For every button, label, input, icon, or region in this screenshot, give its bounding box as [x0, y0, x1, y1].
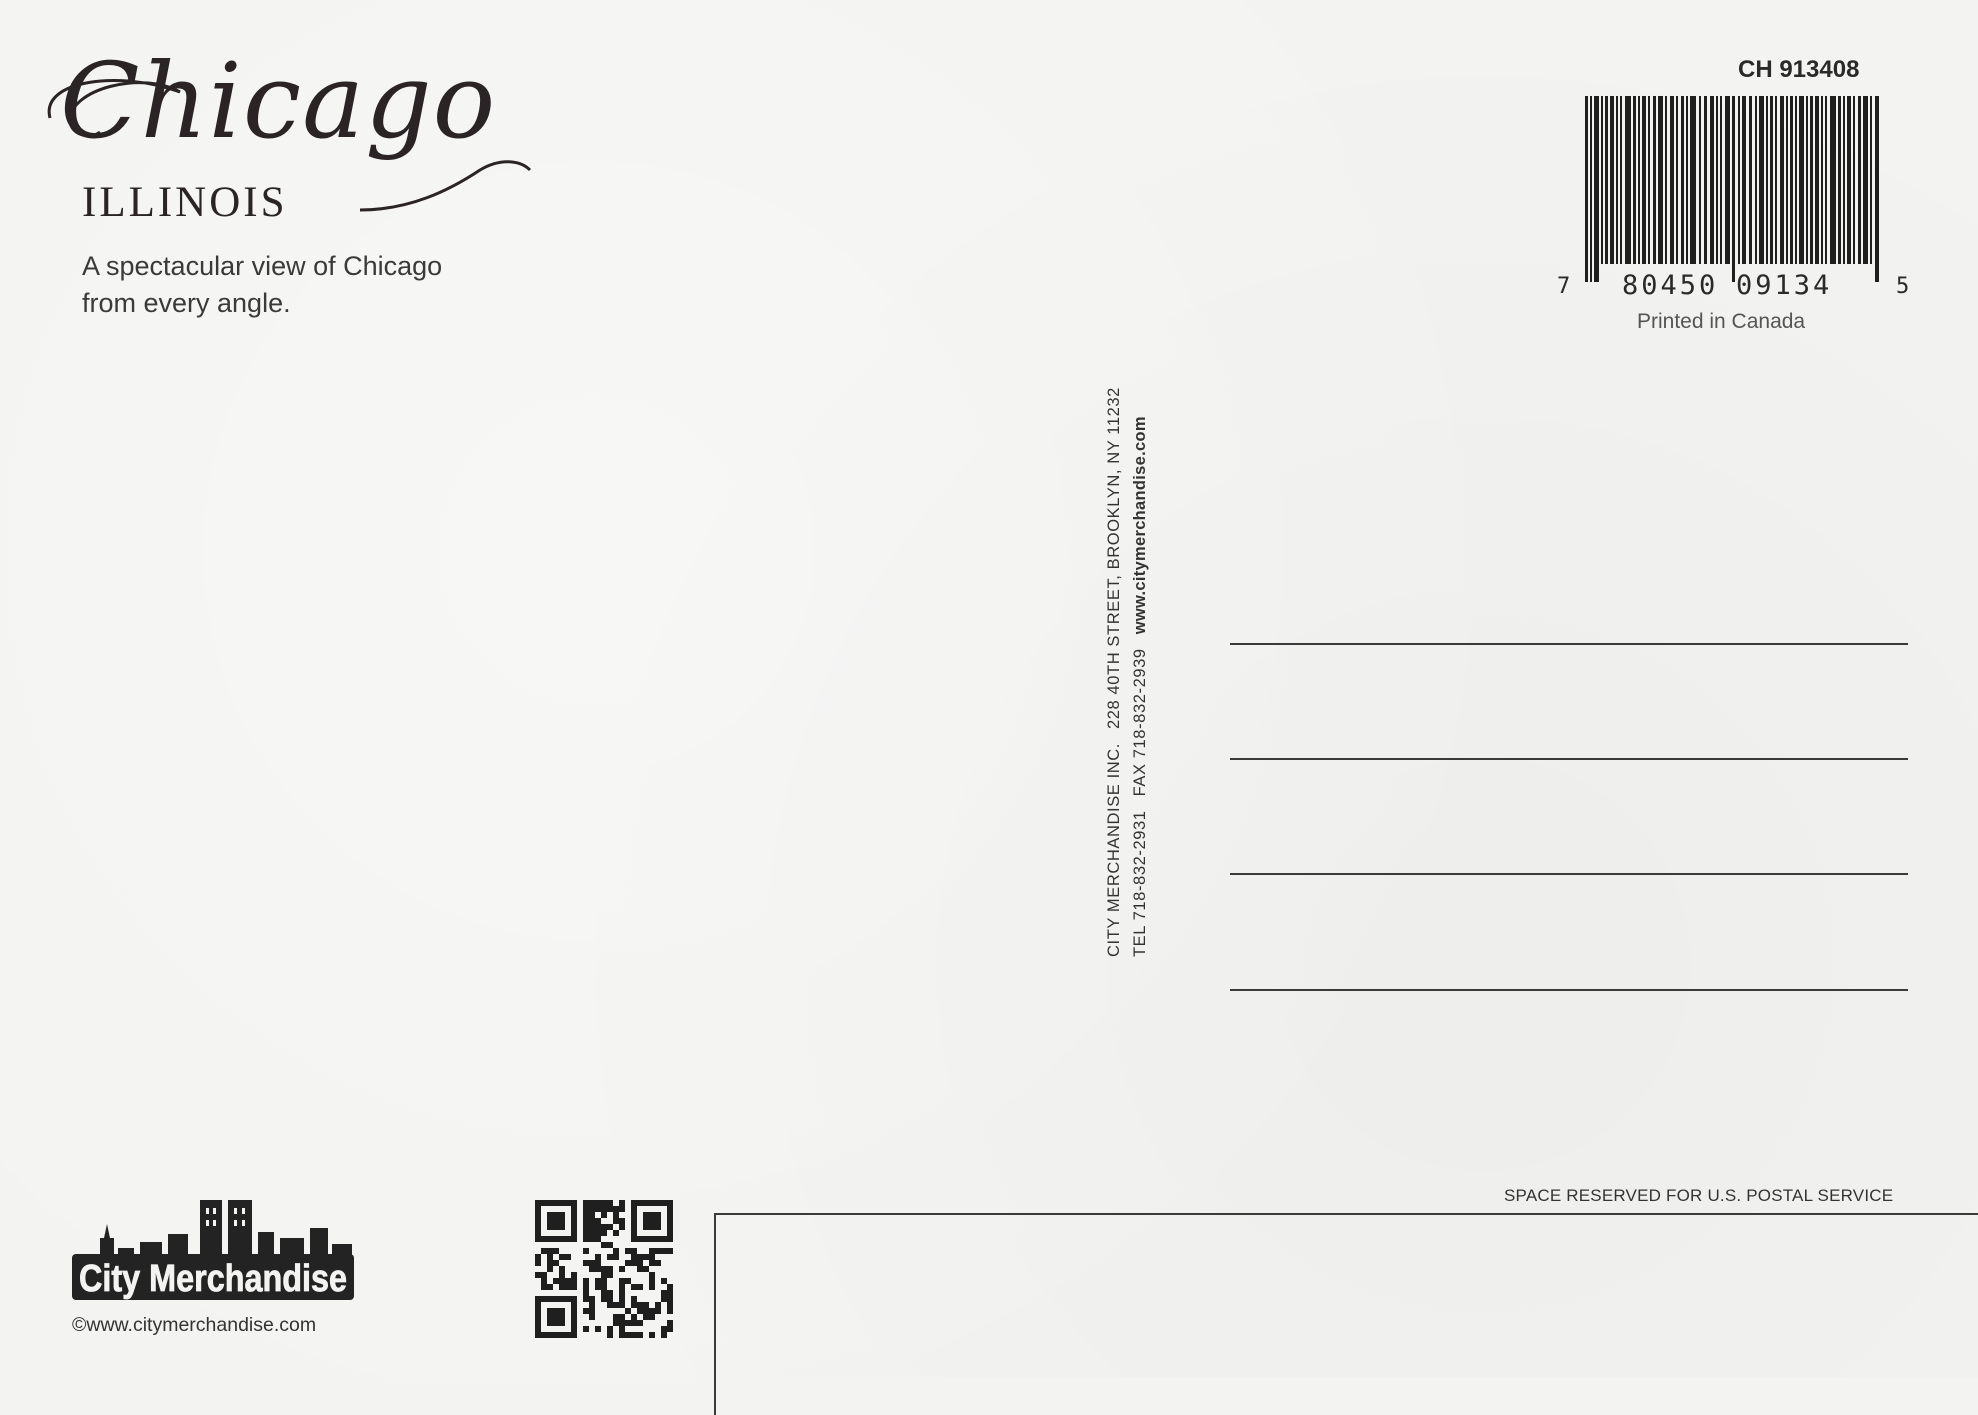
city-merchandise-logo	[70, 1198, 370, 1308]
qr-finder-center	[643, 1212, 661, 1230]
printed-in-label: Printed in Canada	[1637, 310, 1806, 333]
qr-module	[631, 1302, 637, 1308]
qr-module	[583, 1224, 589, 1230]
qr-module	[619, 1332, 625, 1338]
barcode-bar	[1648, 96, 1650, 264]
barcode-bar	[1716, 96, 1718, 264]
qr-module	[655, 1302, 661, 1308]
qr-module	[595, 1218, 601, 1224]
qr-module	[661, 1326, 667, 1332]
qr-module	[631, 1260, 637, 1266]
barcode-bar	[1838, 96, 1841, 264]
tagline	[82, 248, 442, 322]
barcode-bar	[1806, 96, 1808, 264]
publisher-address-left: CITY MERCHANDISE INC.	[1105, 743, 1123, 957]
qr-module	[613, 1218, 619, 1224]
logo-wordmark: City Merchandise	[79, 1258, 347, 1300]
qr-module	[637, 1254, 643, 1260]
qr-module	[637, 1284, 643, 1290]
barcode-bar	[1585, 96, 1588, 282]
qr-module	[619, 1218, 625, 1224]
qr-module	[619, 1278, 625, 1284]
qr-module	[595, 1224, 601, 1230]
qr-module	[601, 1296, 607, 1302]
qr-module	[613, 1230, 619, 1236]
qr-module	[601, 1200, 607, 1206]
qr-module	[601, 1272, 607, 1278]
barcode-bar	[1810, 96, 1813, 264]
barcode-bar	[1605, 96, 1608, 264]
qr-module	[667, 1296, 673, 1302]
qr-module	[643, 1302, 649, 1308]
qr-module	[589, 1314, 595, 1320]
qr-module	[595, 1278, 601, 1284]
qr-module	[583, 1308, 589, 1314]
barcode-bar	[1775, 96, 1777, 264]
qr-module	[637, 1302, 643, 1308]
barcode-bar	[1786, 96, 1788, 264]
qr-module	[583, 1218, 589, 1224]
qr-module	[595, 1236, 601, 1242]
qr-module	[613, 1320, 619, 1326]
publisher-fax: FAX 718-832-2939	[1131, 648, 1149, 797]
qr-module	[541, 1248, 547, 1254]
qr-module	[625, 1320, 631, 1326]
qr-module	[601, 1290, 607, 1296]
barcode-bar	[1790, 96, 1793, 264]
address-line	[1230, 989, 1908, 991]
qr-module	[607, 1302, 613, 1308]
qr-module	[601, 1266, 607, 1272]
qr-module	[589, 1206, 595, 1212]
qr-module	[643, 1266, 649, 1272]
qr-module	[625, 1248, 631, 1254]
publisher-address-right: 228 40TH STREET, BROOKLYN, NY 11232	[1105, 387, 1123, 730]
barcode-bar	[1638, 96, 1640, 264]
qr-module	[583, 1248, 589, 1254]
qr-module	[631, 1332, 637, 1338]
barcode-bar	[1690, 96, 1696, 264]
barcode-bar	[1670, 96, 1674, 264]
qr-module	[607, 1326, 613, 1332]
qr-module	[619, 1206, 625, 1212]
barcode-bar	[1815, 96, 1819, 264]
qr-module	[589, 1200, 595, 1206]
qr-module	[661, 1278, 667, 1284]
qr-module	[595, 1260, 601, 1266]
address-line	[1230, 758, 1908, 760]
qr-module	[607, 1266, 613, 1272]
barcode-bar	[1799, 96, 1804, 264]
qr-module	[565, 1284, 571, 1290]
qr-finder-center	[547, 1212, 565, 1230]
barcode-bar	[1732, 96, 1735, 282]
qr-module	[619, 1326, 625, 1332]
barcode-bar	[1704, 96, 1707, 264]
barcode-bar	[1780, 96, 1784, 264]
qr-module	[535, 1260, 541, 1266]
barcode-bar	[1825, 96, 1827, 264]
qr-module	[553, 1278, 559, 1284]
qr-module	[649, 1314, 655, 1320]
qr-module	[559, 1278, 565, 1284]
qr-module	[595, 1266, 601, 1272]
qr-module	[619, 1284, 625, 1290]
qr-module	[613, 1254, 619, 1260]
qr-module	[553, 1260, 559, 1266]
qr-module	[607, 1272, 613, 1278]
qr-module	[637, 1266, 643, 1272]
barcode-bar	[1766, 96, 1768, 264]
qr-module	[583, 1284, 589, 1290]
qr-module	[607, 1242, 613, 1248]
qr-module	[661, 1332, 667, 1338]
qr-module	[583, 1212, 589, 1218]
barcode-bar	[1847, 96, 1851, 264]
qr-module	[541, 1284, 547, 1290]
qr-module	[589, 1224, 595, 1230]
qr-module	[661, 1290, 667, 1296]
qr-module	[625, 1278, 631, 1284]
qr-module	[625, 1260, 631, 1266]
barcode-bar	[1665, 96, 1667, 264]
barcode-bar	[1742, 96, 1746, 264]
qr-module	[649, 1332, 655, 1338]
qr-module	[607, 1296, 613, 1302]
qr-module	[619, 1200, 625, 1206]
address-line	[1230, 873, 1908, 875]
qr-module	[637, 1320, 643, 1326]
qr-module	[589, 1218, 595, 1224]
qr-module	[589, 1266, 595, 1272]
qr-module	[607, 1290, 613, 1296]
qr-module	[595, 1200, 601, 1206]
barcode-digit-last: 5	[1896, 274, 1910, 299]
barcode-bar	[1759, 96, 1764, 264]
barcode-bar	[1594, 96, 1599, 282]
postal-service-box	[714, 1213, 1978, 1415]
qr-module	[613, 1302, 619, 1308]
qr-module	[559, 1284, 565, 1290]
barcode-bar	[1795, 96, 1797, 264]
qr-module	[649, 1254, 655, 1260]
qr-module	[535, 1254, 541, 1260]
qr-module	[667, 1284, 673, 1290]
qr-module	[649, 1248, 655, 1254]
publisher-address-line	[1101, 367, 1127, 957]
qr-module	[601, 1242, 607, 1248]
qr-module	[655, 1260, 661, 1266]
qr-module	[619, 1320, 625, 1326]
barcode-digit-first: 7	[1557, 274, 1571, 299]
qr-module	[541, 1272, 547, 1278]
barcode-bar	[1725, 96, 1730, 264]
barcode-bar	[1610, 96, 1614, 264]
qr-module	[667, 1290, 673, 1296]
qr-module	[547, 1284, 553, 1290]
qr-module	[667, 1320, 673, 1326]
qr-module	[607, 1206, 613, 1212]
barcode-bar	[1681, 96, 1684, 264]
qr-module	[619, 1314, 625, 1320]
tagline-line-2: from every angle.	[82, 288, 291, 318]
qr-module	[583, 1230, 589, 1236]
barcode-bar	[1710, 96, 1714, 264]
barcode-bar	[1616, 96, 1618, 264]
qr-module	[583, 1260, 589, 1266]
qr-module	[619, 1290, 625, 1296]
qr-module	[613, 1206, 619, 1212]
qr-module	[547, 1254, 553, 1260]
qr-module	[559, 1272, 565, 1278]
qr-module	[565, 1278, 571, 1284]
qr-module	[583, 1206, 589, 1212]
qr-module	[553, 1248, 559, 1254]
qr-module	[631, 1254, 637, 1260]
qr-module	[619, 1296, 625, 1302]
qr-module	[613, 1248, 619, 1254]
qr-module	[583, 1290, 589, 1296]
qr-module	[559, 1254, 565, 1260]
barcode-bar	[1601, 96, 1603, 264]
qr-module	[631, 1314, 637, 1320]
qr-module	[637, 1308, 643, 1314]
qr-module	[559, 1266, 565, 1272]
qr-module	[601, 1230, 607, 1236]
qr-module	[637, 1260, 643, 1266]
barcode-bar	[1686, 96, 1688, 264]
qr-module	[601, 1224, 607, 1230]
publisher-tel: TEL 718-832-2931	[1131, 810, 1149, 957]
qr-module	[589, 1260, 595, 1266]
barcode-bar	[1676, 96, 1678, 264]
qr-module	[631, 1284, 637, 1290]
qr-module	[655, 1308, 661, 1314]
barcode-bar	[1720, 96, 1722, 264]
qr-module	[589, 1236, 595, 1242]
barcode-bar	[1620, 96, 1622, 264]
qr-module	[649, 1308, 655, 1314]
qr-module	[655, 1248, 661, 1254]
qr-module	[619, 1224, 625, 1230]
barcode-bar	[1738, 96, 1740, 264]
address-line	[1230, 643, 1908, 645]
qr-module	[613, 1314, 619, 1320]
barcode-bar	[1699, 96, 1701, 264]
qr-module	[583, 1236, 589, 1242]
barcode-bar	[1658, 96, 1663, 264]
qr-module	[601, 1284, 607, 1290]
qr-module	[631, 1320, 637, 1326]
qr-module	[589, 1230, 595, 1236]
qr-module	[607, 1200, 613, 1206]
qr-module	[595, 1326, 601, 1332]
barcode-bar	[1642, 96, 1646, 264]
barcode-bar	[1749, 96, 1752, 264]
qr-module	[583, 1296, 589, 1302]
qr-module	[589, 1212, 595, 1218]
barcode-bar	[1821, 96, 1823, 264]
barcode-bar	[1653, 96, 1656, 264]
qr-module	[613, 1212, 619, 1218]
barcode-bar	[1590, 96, 1592, 282]
qr-module	[637, 1332, 643, 1338]
qr-module	[643, 1308, 649, 1314]
qr-module	[667, 1326, 673, 1332]
barcode-bar	[1633, 96, 1636, 264]
qr-module	[589, 1302, 595, 1308]
barcode-bar	[1755, 96, 1757, 264]
qr-module	[535, 1272, 541, 1278]
qr-module	[619, 1266, 625, 1272]
barcode-bar	[1870, 96, 1872, 264]
qr-module	[631, 1296, 637, 1302]
qr-module	[583, 1200, 589, 1206]
qr-module	[601, 1212, 607, 1218]
qr-module	[631, 1248, 637, 1254]
postal-service-label: SPACE RESERVED FOR U.S. POSTAL SERVICE	[1504, 1186, 1894, 1205]
qr-module	[625, 1308, 631, 1314]
qr-module	[571, 1278, 577, 1284]
qr-module	[589, 1308, 595, 1314]
qr-module	[667, 1308, 673, 1314]
sku-code: CH 913408	[1738, 56, 1860, 83]
barcode-bar	[1770, 96, 1773, 264]
barcode-bar	[1843, 96, 1845, 264]
qr-module	[583, 1278, 589, 1284]
qr-module	[667, 1248, 673, 1254]
qr-module	[589, 1296, 595, 1302]
qr-module	[649, 1272, 655, 1278]
qr-module	[649, 1278, 655, 1284]
barcode-bar	[1830, 96, 1836, 264]
qr-module	[571, 1284, 577, 1290]
barcode-bar	[1875, 96, 1879, 282]
qr-module	[619, 1302, 625, 1308]
barcode-digits-right: 09134	[1736, 270, 1833, 301]
copyright-url: ©www.citymerchandise.com	[72, 1314, 317, 1336]
qr-module	[667, 1302, 673, 1308]
qr-module	[595, 1206, 601, 1212]
qr-module	[595, 1254, 601, 1260]
publisher-contact-line	[1127, 367, 1153, 957]
qr-module	[595, 1230, 601, 1236]
barcode-bar	[1863, 96, 1868, 264]
qr-module	[547, 1266, 553, 1272]
qr-module	[583, 1326, 589, 1332]
qr-module	[607, 1254, 613, 1260]
title-state: ILLINOIS	[82, 179, 288, 226]
qr-module	[571, 1272, 577, 1278]
qr-module	[643, 1314, 649, 1320]
qr-finder-center	[547, 1308, 565, 1326]
qr-module	[601, 1206, 607, 1212]
qr-module	[547, 1260, 553, 1266]
qr-module	[541, 1278, 547, 1284]
qr-module	[607, 1224, 613, 1230]
qr-module	[661, 1248, 667, 1254]
qr-module	[607, 1332, 613, 1338]
title-script: Chicago	[60, 40, 497, 162]
qr-module	[643, 1254, 649, 1260]
qr-module	[565, 1254, 571, 1260]
qr-code	[535, 1200, 673, 1338]
tagline-line-1: A spectacular view of Chicago	[82, 251, 443, 281]
publisher-website: www.citymerchandise.com	[1131, 416, 1149, 635]
barcode-bar	[1625, 96, 1631, 264]
publisher-info	[1101, 367, 1161, 957]
qr-module	[547, 1248, 553, 1254]
qr-module	[649, 1284, 655, 1290]
qr-module	[601, 1278, 607, 1284]
qr-module	[595, 1284, 601, 1290]
qr-module	[661, 1296, 667, 1302]
barcode-digits-left: 80450	[1622, 270, 1719, 301]
qr-module	[649, 1260, 655, 1266]
qr-module	[625, 1332, 631, 1338]
barcode-bar	[1853, 96, 1855, 264]
barcode-bar	[1858, 96, 1861, 264]
barcode	[1585, 96, 1885, 282]
